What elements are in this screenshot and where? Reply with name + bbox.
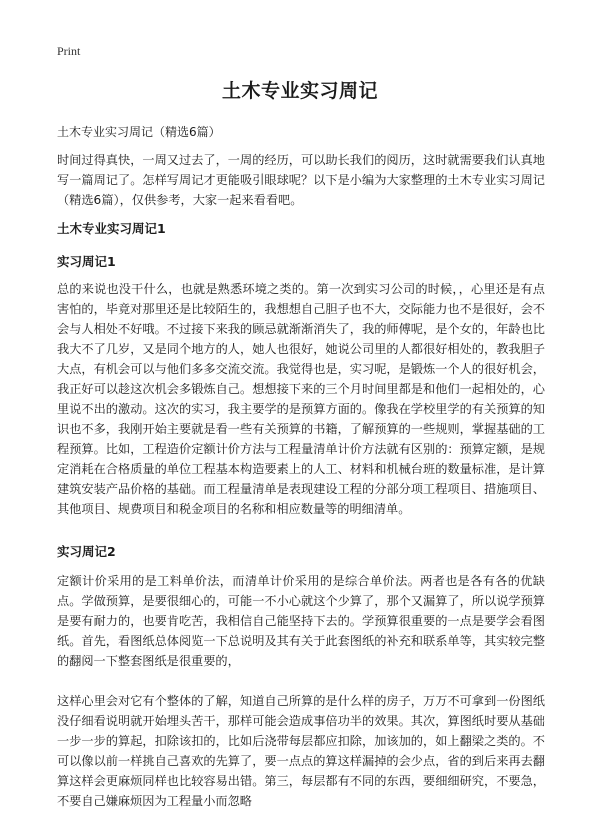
entry-heading-2: 实习周记2: [57, 544, 116, 559]
intro-paragraph: 时间过得真快，一周又过去了，一周的经历，可以助长我们的阅历，这时就需要我们认真地写一篇周记了。怎样写周记才更能吸引眼球呢？以下是小编为大家整理的土木专业实习周记（精选6篇），仅供参考，大家一起来看看吧。: [57, 153, 545, 207]
page-title: 土木专业实习周记: [221, 80, 378, 102]
entry-2-paragraph-2: 这样心里会对它有个整体的了解，知道自己所算的是什么样的房子，万万不可拿到一份图纸没仔细看说明就开始埋头苦干，那样可能会造成事倍功半的效果。其次，算图纸时要从基础一步一步的算起，扣除该扣的，比如后浇带每层都应扣除，加该加的，如上翻梁之类的。不可以像以前一样挑自己喜欢的先算了，要一点点的算这样漏掉的会少点，省的到后来再去翻算这样会更麻烦同样也比较容易出错。第三，每层都有不同的东西，要细细研究，不要急，不要自己嫌麻烦因为工程量小而忽略: [57, 694, 545, 808]
entry-1-paragraph: 总的来说也没干什么，也就是熟悉环境之类的。第一次到实习公司的时候，，心里还是有点害怕的，毕竟对那里还是比较陌生的，我想想自己胆子也不大，交际能力也不是很好，会不会与人相处不好哦。不过接下来我的顾忌就渐渐消失了，我的师傅呢，是个女的，年龄也比我大不了几岁，又是同个地方的人，她人也很好，她说公司里的人都很好相处的，教我胆子大点，有机会可以与他们多多交流交流。我觉得也是，实习呢，是锻炼一个人的很好机会，我正好可以趁这次机会多锻炼自己。想想接下来的三个月时间里都是和他们一起相处的，心里说不出的激动。这次的实习，我主要学的是预算方面的。像我在学校里学的有关预算的知识也不多，我刚开始主要就是看一些有关预算的书籍，了解预算的一些规则，掌握基础的工程预算。比如，工程造价定额计价方法与工程量清单计价方法就有区别的：预算定额，是规定消耗在合格质量的单位工程基本构造要素上的人工、材料和机械台班的数量标准，是计算建筑安装产品价格的基础。而工程量清单是表现建设工程的分部分项工程项目、措施项目、其他项目、规费项目和税金项目的名称和相应数量等的明细清单。: [57, 282, 545, 516]
entry-heading-1: 实习周记1: [57, 254, 116, 269]
document-subtitle: 土木专业实习周记（精选6篇）: [57, 125, 221, 139]
entry-2-paragraph-1: 定额计价采用的是工料单价法，而清单计价采用的是综合单价法。两者也是各有各的优缺点。学做预算，是要很细心的，可能一不小心就这个少算了，那个又漏算了，所以说学预算是要有耐力的，也要肯吃苦，我相信自己能坚持下去的。学预算很重要的一点是要学会看图纸。首先，看图纸总体阅览一下总说明及其有关于此套图纸的补充和联系单等，其实较完整的翻阅一下整套图纸是很重要的，: [57, 574, 545, 668]
print-link[interactable]: Print: [57, 44, 81, 58]
section-heading: 土木专业实习周记1: [57, 221, 166, 236]
